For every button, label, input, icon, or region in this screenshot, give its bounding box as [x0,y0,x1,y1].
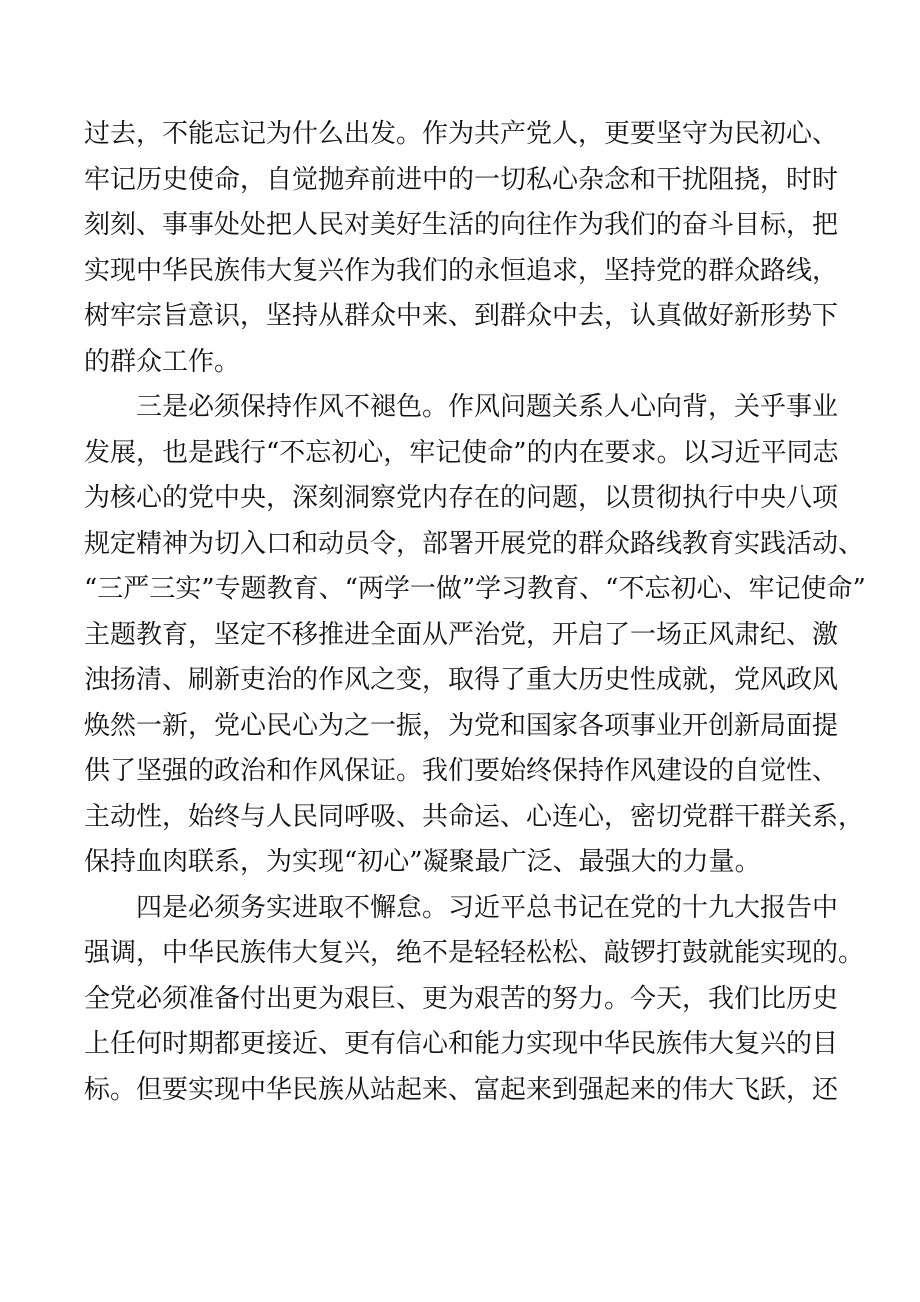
text-line: 焕然一新，党心民心为之一振，为党和国家各项事业开创新局面提 [84,710,839,741]
text-line: 全党必须准备付出更为艰巨、更为艰苦的努力。今天，我们比历史 [84,983,839,1014]
text-line: 树牢宗旨意识，坚持从群众中来、到群众中去，认真做好新形势下 [84,301,839,331]
document-body [84,112,866,1113]
text-line: 四是必须务实进取不懈怠。习近平总书记在党的十九大报告中 [84,892,839,923]
text-line: 上任何时期都更接近、更有信心和能力实现中华民族伟大复兴的目 [84,1029,839,1059]
text-line: 主题教育，坚定不移推进全面从严治党，开启了一场正风肃纪、激 [84,619,839,650]
text-line: 主动性，始终与人民同呼吸、共命运、心连心，密切党群干群关系， [84,801,865,832]
text-line: 发展，也是践行“不忘初心，牢记使命”的内在要求。以习近平同志 [84,437,839,468]
text-line: 刻刻、事事处处把人民对美好生活的向往作为我们的奋斗目标，把 [84,210,839,240]
paragraph-1 [84,112,839,385]
text-line: 为核心的党中央，深刻洞察党内存在的问题，以贯彻执行中央八项 [84,483,839,513]
paragraph-3 [84,886,865,1114]
text-line: 保持血肉联系，为实现“初心”凝聚最广泛、最强大的力量。 [84,847,761,877]
text-line: 过去，不能忘记为什么出发。作为共产党人，更要坚守为民初心、 [84,119,839,149]
text-line: “三严三实”专题教育、“两学一做”学习教育、“不忘初心、牢记使命” [84,574,866,604]
text-line: 实现中华民族伟大复兴作为我们的永恒追求，坚持党的群众路线， [84,255,839,286]
text-line: 规定精神为切入口和动员令，部署开展党的群众路线教育实践活动、 [84,528,865,559]
text-line: 三是必须保持作风不褪色。作风问题关系人心向背，关乎事业 [84,392,839,422]
text-line: 标。但要实现中华民族从站起来、富起来到强起来的伟大飞跃，还 [84,1074,839,1105]
text-line: 牢记历史使命，自觉抛弃前进中的一切私心杂念和干扰阻挠，时时 [84,164,839,195]
text-line: 供了坚强的政治和作风保证。我们要始终保持作风建设的自觉性、 [84,756,839,786]
text-line: 的群众工作。 [84,346,241,377]
text-line: 强调，中华民族伟大复兴，绝不是轻轻松松、敲锣打鼓就能实现的。 [84,938,865,968]
text-line: 浊扬清、刷新吏治的作风之变，取得了重大历史性成就，党风政风 [84,665,839,695]
paragraph-2 [84,385,866,886]
